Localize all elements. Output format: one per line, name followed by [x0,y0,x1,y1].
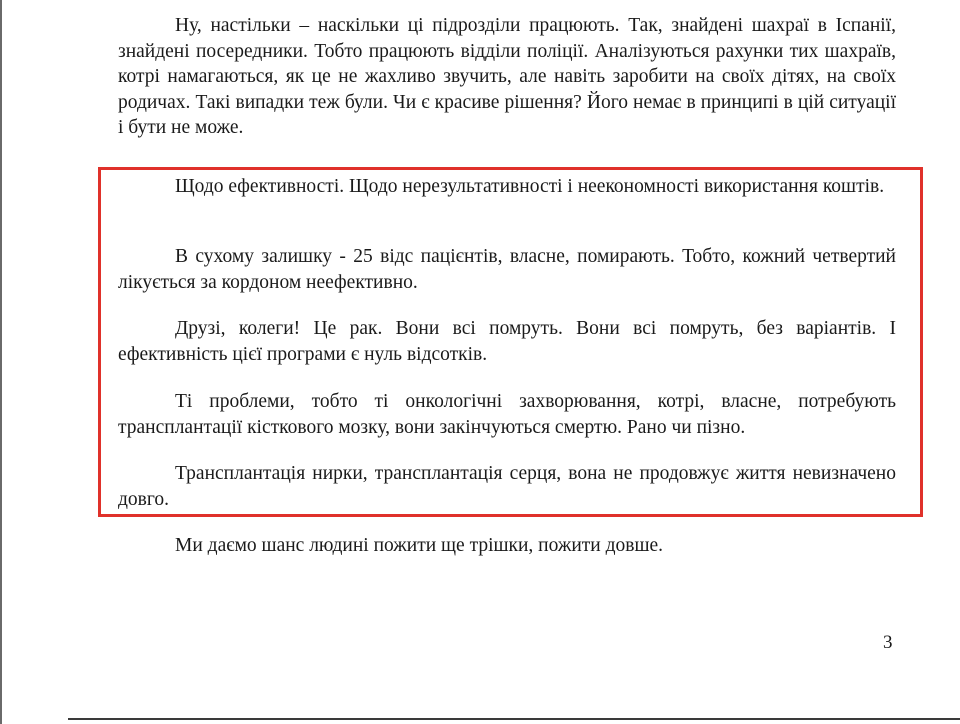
paragraph-closing: Ми даємо шанс людині пожити ще трішки, пожити довше. [175,535,664,556]
page-left-edge [0,0,2,724]
highlighted-paragraph-transplant-organs: Трансплантація нирки, трансплантація серця, вона не продовжує життя невизначено довго. [118,463,896,510]
highlighted-paragraph-remainder: В сухому залишку - 25 відс пацієнтів, власне, помирають. Тобто, кожний четвертий лікується за кордоном неефективно. [118,246,896,293]
highlighted-paragraph-efficiency: Щодо ефективності. Щодо нерезультативності і неекономності використання коштів. [175,176,885,197]
highlighted-paragraph-cancer: Друзі, колеги! Це рак. Вони всі помруть. Вони всі помруть, без варіантів. І ефективність цієї програми є нуль відсотків. [118,318,896,365]
highlighted-paragraph-transplant-bone-marrow: Ті проблеми, тобто ті онкологічні захворювання, котрі, власне, потребують трансплантації кісткового мозку, вони закінчуються смертю. Рано чи пізно. [118,391,896,438]
page-number: 3 [883,632,893,653]
paragraph-intro: Ну, настільки – наскільки ці підрозділи працюють. Так, знайдені шахраї в Іспанії, знайдені посередники. Тобто працюють відділи поліції. Аналізуються рахунки тих шахраїв, котрі намагаються, як це не жахливо звучить, але навіть заробити на своїх дітях, на своїх родичах. Такі випадки теж були. Чи є красиве рішення? Його немає в принципі в цій ситуації і бути не може. [118,15,896,138]
page-bottom-rule [68,718,960,720]
